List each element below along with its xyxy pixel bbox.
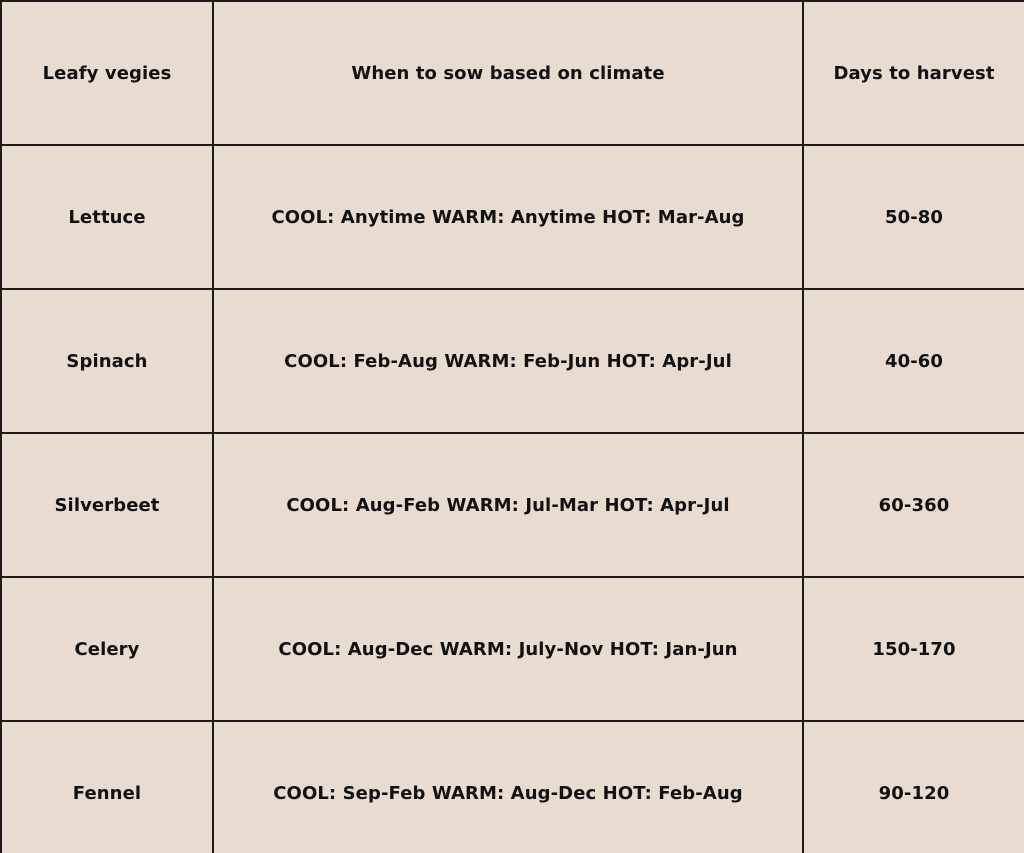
vegie-name: Spinach (1, 289, 213, 433)
sow-schedule: COOL: Sep-Feb WARM: Aug-Dec HOT: Feb-Aug (213, 721, 803, 853)
vegie-name: Celery (1, 577, 213, 721)
harvest-days: 50-80 (803, 145, 1024, 289)
sow-schedule: COOL: Feb-Aug WARM: Feb-Jun HOT: Apr-Jul (213, 289, 803, 433)
sow-schedule: COOL: Aug-Dec WARM: July-Nov HOT: Jan-Jun (213, 577, 803, 721)
harvest-days: 60-360 (803, 433, 1024, 577)
sow-schedule: COOL: Anytime WARM: Anytime HOT: Mar-Aug (213, 145, 803, 289)
table-header-row (1, 1, 1024, 145)
table-row (1, 433, 1024, 577)
table-row (1, 577, 1024, 721)
sow-schedule: COOL: Aug-Feb WARM: Jul-Mar HOT: Apr-Jul (213, 433, 803, 577)
table-row (1, 289, 1024, 433)
vegie-name: Fennel (1, 721, 213, 853)
harvest-days: 90-120 (803, 721, 1024, 853)
harvest-days: 40-60 (803, 289, 1024, 433)
table-row (1, 721, 1024, 853)
header-leafy-vegies: Leafy vegies (1, 1, 213, 145)
header-days-to-harvest: Days to harvest (803, 1, 1024, 145)
header-when-to-sow: When to sow based on climate (213, 1, 803, 145)
vegie-name: Lettuce (1, 145, 213, 289)
harvest-days: 150-170 (803, 577, 1024, 721)
table-row (1, 145, 1024, 289)
vegie-name: Silverbeet (1, 433, 213, 577)
